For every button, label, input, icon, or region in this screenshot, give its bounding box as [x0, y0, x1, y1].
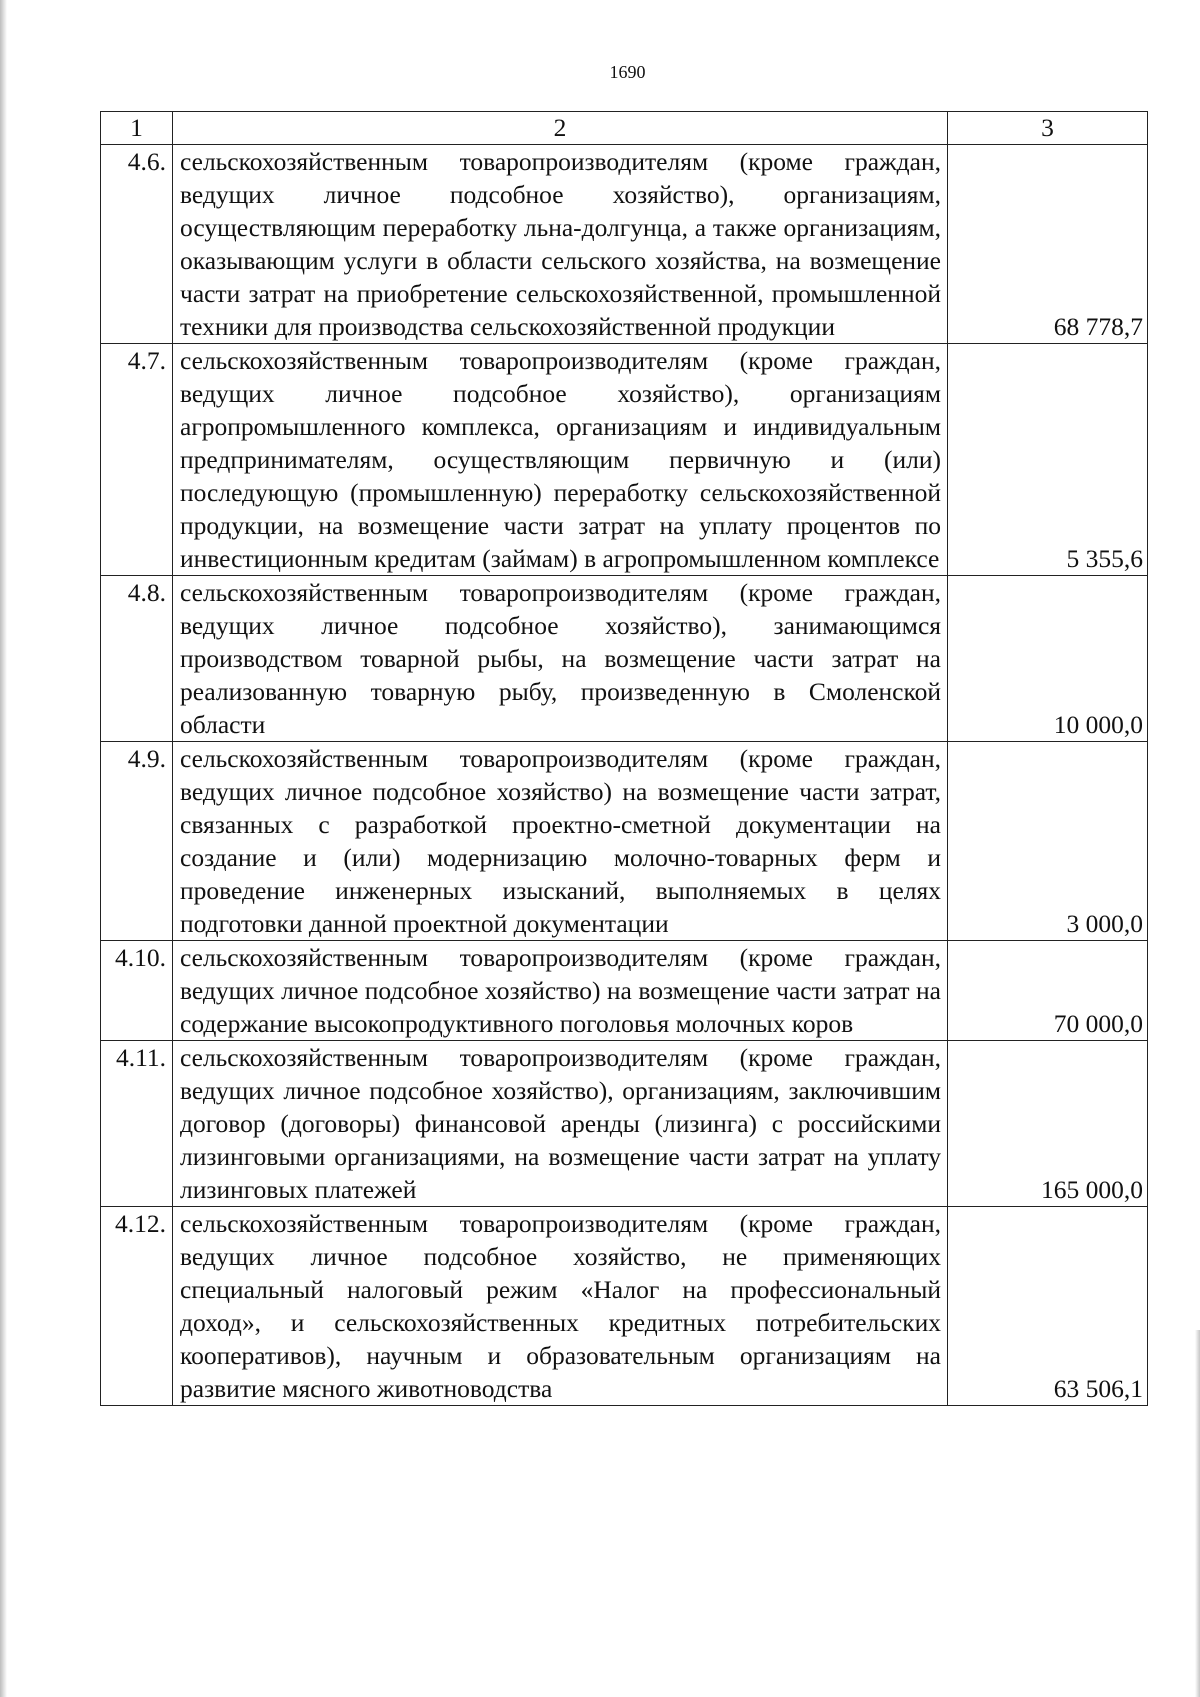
- table-row: [101, 742, 1148, 941]
- table-row: [101, 344, 1148, 576]
- row-amount: 5 355,6: [948, 344, 1148, 576]
- row-description: сельскохозяйственным товаропроизводителям (кроме граждан, ведущих личное подсобное хозяйство), организациям, осуществляющим переработку льна-долгунца, а также организациям, оказывающим услуги в области сельского хозяйства, на возмещение части затрат на приобретение сельскохозяйственной, промышленной техники для производства сельскохозяйственной продукции: [173, 145, 948, 344]
- table-row: [101, 576, 1148, 742]
- row-amount: 10 000,0: [948, 576, 1148, 742]
- row-description: сельскохозяйственным товаропроизводителям (кроме граждан, ведущих личное подсобное хозяйство), организациям агропромышленного комплекса, организациям и индивидуальным предпринимателям, осуществляющим первичную и (или) последующую (промышленную) переработку сельскохозяйственной продукции, на возмещение части затрат на уплату процентов по инвестиционным кредитам (займам) в агропромышленном комплексе: [173, 344, 948, 576]
- row-description: сельскохозяйственным товаропроизводителям (кроме граждан, ведущих личное подсобное хозяйство) на возмещение части затрат на содержание высокопродуктивного поголовья молочных коров: [173, 941, 948, 1041]
- row-number: 4.12.: [101, 1207, 173, 1406]
- table-row: [101, 145, 1148, 344]
- row-number: 4.9.: [101, 742, 173, 941]
- header-col-3: 3: [948, 112, 1148, 145]
- table-header-row: [101, 112, 1148, 145]
- row-amount: 63 506,1: [948, 1207, 1148, 1406]
- row-amount: 70 000,0: [948, 941, 1148, 1041]
- row-description: сельскохозяйственным товаропроизводителям (кроме граждан, ведущих личное подсобное хозяйство, не применяющих специальный налоговый режим «Налог на профессиональный доход», и сельскохозяйственных кредитных потребительских кооперативов), научным и образовательным организациям на развитие мясного животноводства: [173, 1207, 948, 1406]
- table-row: [101, 941, 1148, 1041]
- row-number: 4.10.: [101, 941, 173, 1041]
- row-amount: 68 778,7: [948, 145, 1148, 344]
- row-description: сельскохозяйственным товаропроизводителям (кроме граждан, ведущих личное подсобное хозяйство), занимающимся производством товарной рыбы, на возмещение части затрат на реализованную товарную рыбу, произведенную в Смоленской области: [173, 576, 948, 742]
- row-description: сельскохозяйственным товаропроизводителям (кроме граждан, ведущих личное подсобное хозяйство) на возмещение части затрат, связанных с разработкой проектно-сметной документации на создание и (или) модернизацию молочно-товарных ферм и проведение инженерных изысканий, выполняемых в целях подготовки данной проектной документации: [173, 742, 948, 941]
- page-number: 1690: [609, 62, 646, 82]
- row-number: 4.8.: [101, 576, 173, 742]
- scan-edge-left: [0, 0, 7, 1697]
- header-col-2: 2: [173, 112, 948, 145]
- row-amount: 165 000,0: [948, 1041, 1148, 1207]
- row-number: 4.6.: [101, 145, 173, 344]
- budget-table: [100, 111, 1148, 1406]
- row-number: 4.11.: [101, 1041, 173, 1207]
- header-col-1: 1: [101, 112, 173, 145]
- row-description: сельскохозяйственным товаропроизводителям (кроме граждан, ведущих личное подсобное хозяйство), организациям, заключившим договор (договоры) финансовой аренды (лизинга) с российскими лизинговыми организациями, на возмещение части затрат на уплату лизинговых платежей: [173, 1041, 948, 1207]
- row-number: 4.7.: [101, 344, 173, 576]
- row-amount: 3 000,0: [948, 742, 1148, 941]
- scan-edge-right: [1195, 1330, 1200, 1697]
- table-row: [101, 1041, 1148, 1207]
- table-row: [101, 1207, 1148, 1406]
